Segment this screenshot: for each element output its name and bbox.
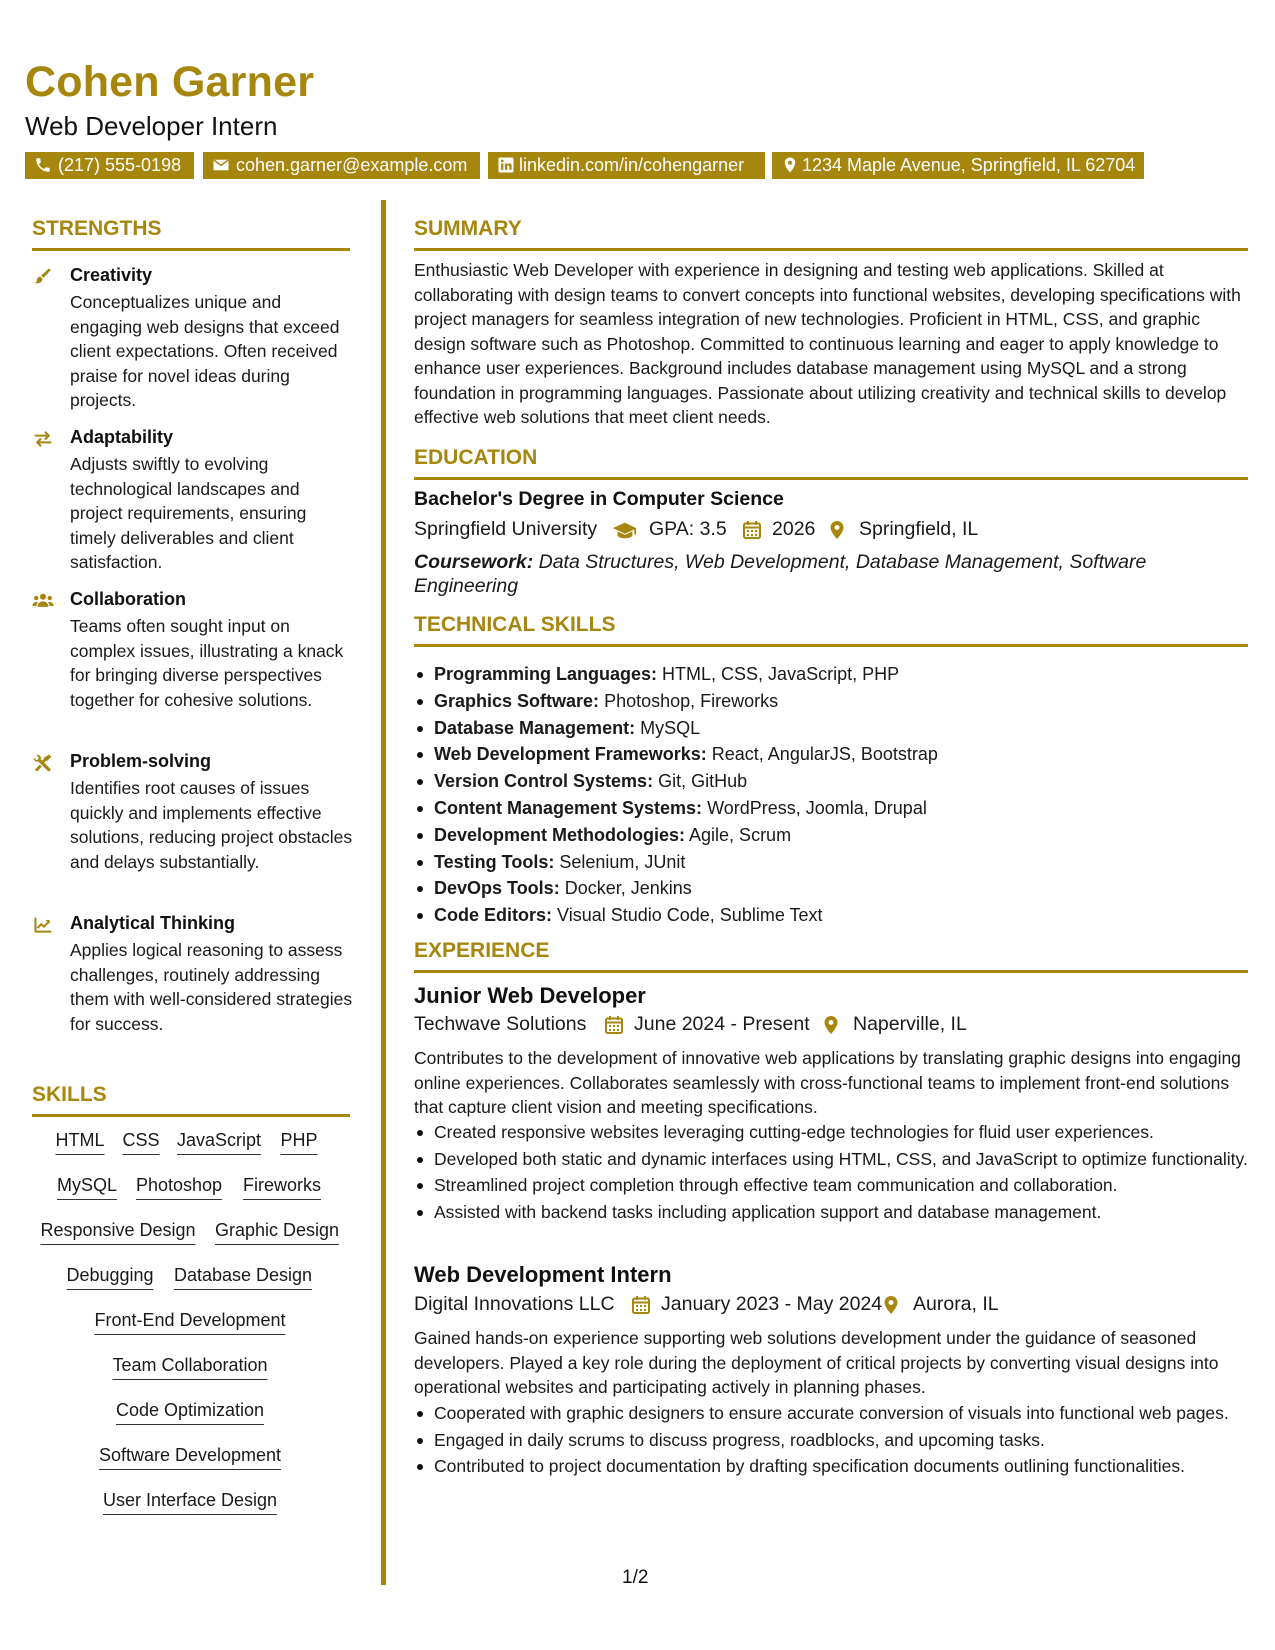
location-pin-icon — [821, 1015, 841, 1035]
linkedin-icon — [497, 156, 515, 174]
skill-tag: Database Design — [174, 1265, 312, 1290]
tech-skill-value: HTML, CSS, JavaScript, PHP — [662, 664, 900, 684]
tech-skill-value: WordPress, Joomla, Drupal — [707, 797, 927, 818]
school-location: Springfield, IL — [859, 518, 979, 540]
list-item — [414, 768, 938, 795]
location-pin-icon — [781, 156, 799, 174]
contact-linkedin[interactable] — [488, 152, 765, 179]
paintbrush-icon — [32, 267, 54, 287]
strength-title: Creativity — [70, 265, 153, 285]
job-title-1: Junior Web Developer — [414, 983, 646, 1008]
skill-tag: Front-End Development — [94, 1310, 285, 1335]
tools-icon — [32, 753, 54, 773]
company-name: Techwave Solutions — [414, 1013, 587, 1035]
users-icon — [32, 591, 54, 611]
phone-icon — [34, 156, 52, 174]
page-number: 1/2 — [622, 1567, 649, 1588]
job-location: Aurora, IL — [913, 1293, 999, 1315]
calendar-icon — [631, 1295, 651, 1315]
school-name: Springfield University — [414, 518, 598, 540]
location-pin-icon — [881, 1295, 901, 1315]
job-bullets-1 — [414, 1120, 1249, 1226]
list-item — [414, 822, 938, 849]
list-item: Assisted with backend tasks including application support and database management. — [414, 1200, 1249, 1225]
skills-rule — [32, 1114, 350, 1117]
skill-tag: Debugging — [66, 1265, 153, 1290]
tech-skill-label: Code Editors: — [434, 905, 553, 926]
education-rule — [414, 477, 1248, 480]
strength-title: Collaboration — [70, 589, 186, 609]
tech-skill-label: Version Control Systems: — [434, 771, 654, 792]
tech-skill-label: Web Development Frameworks: — [434, 744, 707, 765]
contact-linkedin-text: linkedin.com/in/cohengarner — [519, 155, 745, 175]
strength-desc: Applies logical reasoning to assess challenges, routinely addressing them with well-considered strategies for success. — [70, 940, 353, 1034]
tech-skill-value: Visual Studio Code, Sublime Text — [557, 905, 823, 926]
list-item — [414, 875, 938, 902]
list-item — [414, 849, 938, 876]
job-description-2: Gained hands-on experience supporting web solutions development under the guidance of seasoned developers. Played a key role during the deployment of critical projects by converting visual designs into operational websites and participating actively in planning phases. — [414, 1328, 1219, 1397]
degree-title: Bachelor's Degree in Computer Science — [414, 488, 784, 510]
list-item: Engaged in daily scrums to discuss progress, roadblocks, and upcoming tasks. — [414, 1428, 1249, 1453]
strength-desc: Identifies root causes of issues quickly and implements effective solutions, reducing project obstacles and delays substantially. — [70, 778, 353, 872]
skills-heading: SKILLS — [32, 1083, 107, 1106]
technical-skills-heading: TECHNICAL SKILLS — [414, 613, 616, 636]
skill-tag: Software Development — [99, 1445, 281, 1470]
summary-text: Enthusiastic Web Developer with experience in designing and testing web applications. Skilled at collaborating with design teams to convert concepts into functional websites, developing specifications with project managers for seamless integration of new technologies. Proficient in HTML, CSS, and graphic design software such as Photoshop. Committed to continuous learning and eager to apply knowledge to enhance user experiences. Background includes database management using MySQL and a strong foundation in programming languages. Passionate about utilizing creativity and technical skills to develop effective web solutions that meet client needs. — [414, 260, 1241, 427]
list-item — [414, 795, 938, 822]
summary-rule — [414, 248, 1248, 251]
experience-rule — [414, 970, 1248, 973]
job-title-2: Web Development Intern — [414, 1262, 672, 1287]
job-location: Naperville, IL — [853, 1013, 967, 1035]
chart-line-icon — [32, 915, 54, 935]
skill-tag: JavaScript — [177, 1130, 261, 1155]
tech-skill-value: Docker, Jenkins — [564, 878, 692, 899]
contact-email-text: cohen.garner@example.com — [236, 155, 468, 175]
job-title: Web Developer Intern — [25, 111, 278, 141]
job-dates: June 2024 - Present — [634, 1013, 810, 1035]
location-pin-icon — [827, 520, 847, 540]
tech-skill-label: DevOps Tools: — [434, 878, 560, 899]
skill-tag: CSS — [122, 1130, 159, 1155]
strength-desc: Adjusts swiftly to evolving technological landscapes and project requirements, ensuring timely deliverables and client satisfaction. — [70, 454, 307, 572]
list-item: Created responsive websites leveraging cutting-edge technologies for fluid user experiences. — [414, 1120, 1249, 1145]
graduation-year: 2026 — [772, 518, 816, 540]
tech-skill-value: MySQL — [640, 717, 701, 738]
list-item — [414, 688, 938, 715]
strengths-rule — [32, 248, 350, 251]
strength-title: Adaptability — [70, 427, 174, 447]
tech-skill-value: React, AngularJS, Bootstrap — [711, 744, 938, 765]
skill-tag: Fireworks — [243, 1175, 321, 1200]
gpa: GPA: 3.5 — [649, 518, 727, 540]
tech-skill-value: Selenium, JUnit — [559, 851, 686, 872]
coursework-list: Data Structures, Web Development, Database Management, Software Engineering — [414, 551, 1147, 597]
skill-tag: MySQL — [57, 1175, 117, 1200]
list-item: Streamlined project completion through effective team communication and collaboration. — [414, 1173, 1249, 1198]
list-item: Contributed to project documentation by drafting specification documents outlining functionalities. — [414, 1454, 1249, 1479]
coursework-label: Coursework: — [414, 551, 534, 573]
calendar-icon — [604, 1015, 624, 1035]
column-divider — [381, 200, 386, 1585]
job-meta-1 — [414, 1013, 1254, 1039]
skill-tag: PHP — [280, 1130, 317, 1155]
technical-skills-list — [414, 661, 938, 929]
tech-skill-value: Agile, Scrum — [689, 824, 792, 845]
strengths-heading: STRENGTHS — [32, 217, 162, 240]
calendar-icon — [742, 520, 762, 540]
tech-skill-label: Graphics Software: — [434, 690, 600, 711]
contact-address[interactable] — [772, 152, 1144, 179]
tech-skill-value: Photoshop, Fireworks — [604, 690, 779, 711]
list-item — [414, 661, 938, 688]
coursework — [414, 550, 1234, 598]
list-item — [414, 741, 938, 768]
tech-skill-label: Development Methodologies: — [434, 824, 686, 845]
skill-tag: Team Collaboration — [112, 1355, 267, 1380]
strength-desc: Conceptualizes unique and engaging web designs that exceed client expectations. Often received praise for novel ideas during projects. — [70, 292, 340, 410]
education-heading: EDUCATION — [414, 446, 538, 469]
job-meta-2 — [414, 1293, 1254, 1319]
job-description-1: Contributes to the development of innovative web applications by translating graphic designs into engaging online experiences. Collaborates seamlessly with cross-functional teams to implement front-end solutions that capture client vision and meeting specifications. — [414, 1048, 1241, 1117]
skill-tag: Graphic Design — [215, 1220, 339, 1245]
education-meta — [414, 518, 1254, 544]
contact-phone[interactable] — [25, 152, 194, 179]
skill-tag: User Interface Design — [103, 1490, 277, 1515]
list-item: Cooperated with graphic designers to ensure accurate conversion of visuals into functional web pages. — [414, 1401, 1249, 1426]
tech-skill-label: Database Management: — [434, 717, 636, 738]
skill-tag: Photoshop — [136, 1175, 222, 1200]
envelope-icon — [212, 156, 230, 174]
arrows-exchange-icon — [32, 429, 54, 449]
list-item — [414, 902, 938, 929]
job-bullets-2 — [414, 1401, 1249, 1481]
summary-heading: SUMMARY — [414, 217, 522, 240]
tech-skill-label: Content Management Systems: — [434, 797, 703, 818]
contact-phone-text: (217) 555-0198 — [58, 155, 182, 175]
technical-skills-rule — [414, 644, 1248, 647]
skill-tag: HTML — [56, 1130, 105, 1155]
skill-tag: Responsive Design — [40, 1220, 195, 1245]
list-item — [414, 715, 938, 742]
contact-address-text: 1234 Maple Avenue, Springfield, IL 62704 — [802, 155, 1136, 175]
skill-tag: Code Optimization — [116, 1400, 264, 1425]
tech-skill-label: Programming Languages: — [434, 664, 658, 684]
contact-email[interactable] — [203, 152, 480, 179]
strength-title: Analytical Thinking — [70, 913, 236, 933]
strength-title: Problem-solving — [70, 751, 212, 771]
company-name: Digital Innovations LLC — [414, 1293, 615, 1315]
tech-skill-label: Testing Tools: — [434, 851, 555, 872]
job-dates: January 2023 - May 2024 — [661, 1293, 883, 1315]
graduation-cap-icon — [612, 520, 638, 540]
tech-skill-value: Git, GitHub — [658, 771, 748, 792]
strength-desc: Teams often sought input on complex issues, illustrating a knack for bringing diverse perspectives together for cohesive solutions. — [70, 616, 344, 710]
list-item: Developed both static and dynamic interfaces using HTML, CSS, and JavaScript to optimize functionality. — [414, 1147, 1249, 1172]
experience-heading: EXPERIENCE — [414, 939, 550, 962]
candidate-name: Cohen Garner — [25, 58, 315, 106]
